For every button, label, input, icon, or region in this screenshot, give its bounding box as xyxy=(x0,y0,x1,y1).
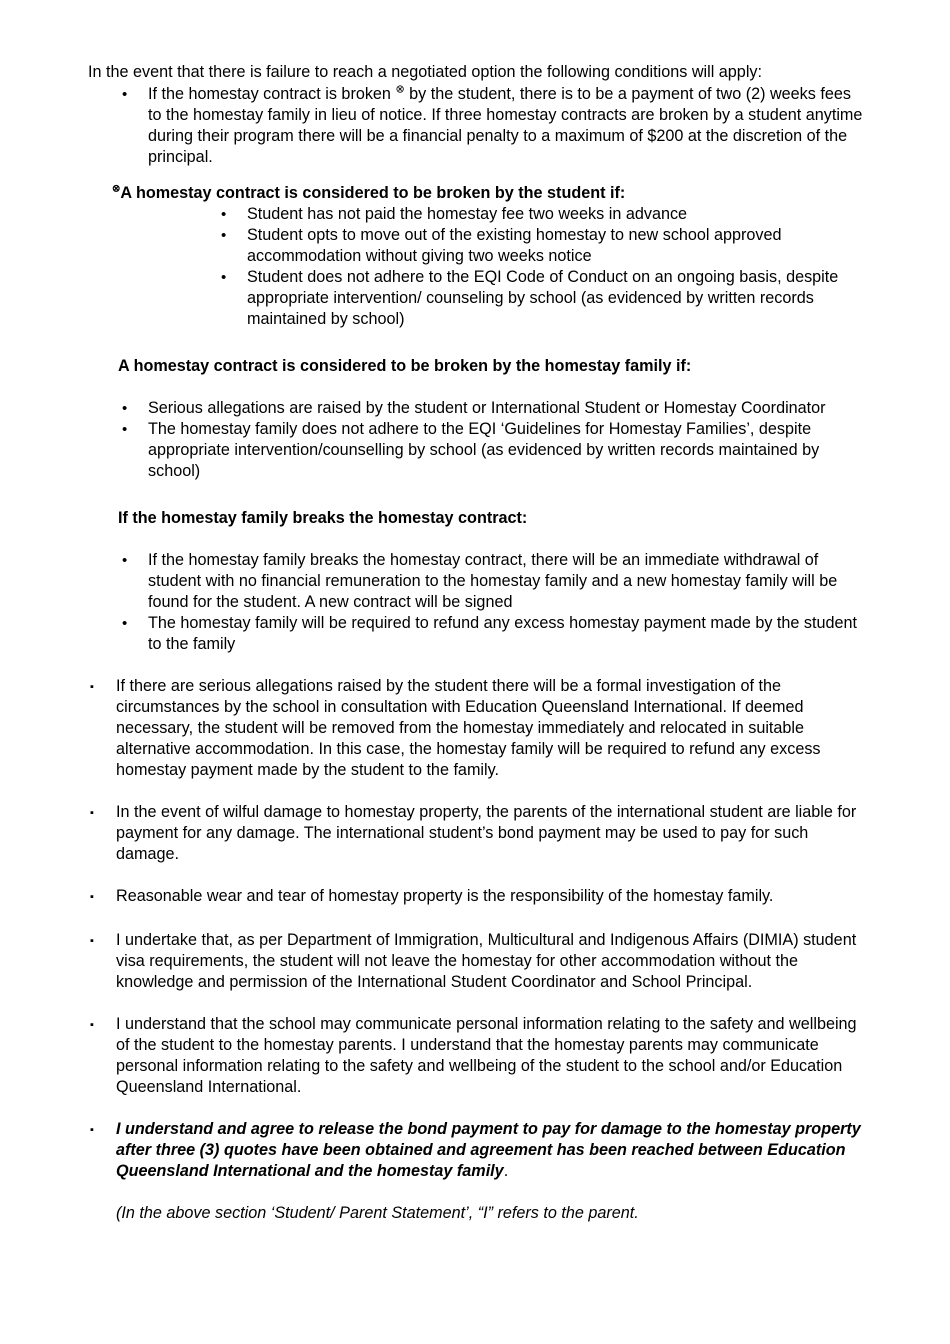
statement-item-bond-release xyxy=(88,1119,868,1182)
statement-item xyxy=(88,676,868,781)
bond-statement-bold: I understand and agree to release the bond payment to pay for damage to the homestay property after three (3) quotes have been obtained and agreement has been reached between Education Queensland International and the homestay family xyxy=(116,1120,861,1180)
statement-item xyxy=(88,886,868,909)
list-item xyxy=(88,613,868,655)
statement-text: In the event of wilful damage to homestay property, the parents of the international student are liable for payment for any damage. The international student’s bond payment may be used to pay for such damage. xyxy=(116,803,857,863)
list-item-text: The homestay family does not adhere to the EQI ‘Guidelines for Homestay Families’, despite appropriate intervention/counselling by school (as evidenced by written records maintained by school) xyxy=(148,420,820,480)
heading-broken-by-family: A homestay contract is considered to be broken by the homestay family if: xyxy=(118,357,692,375)
heading-text: A homestay contract is considered to be broken by the student if: xyxy=(120,184,626,202)
intro-paragraph: In the event that there is failure to reach a negotiated option the following conditions will apply: xyxy=(88,63,763,81)
list-item-text: Serious allegations are raised by the student or International Student or Homestay Coordinator xyxy=(148,399,826,417)
spacer xyxy=(88,168,868,183)
list-item-text: Student opts to move out of the existing homestay to new school approved accommodation without giving two weeks notice xyxy=(247,226,782,265)
list-item xyxy=(88,225,868,267)
heading-family-breaks-contract: If the homestay family breaks the homestay contract: xyxy=(118,509,528,527)
list-item xyxy=(88,550,868,613)
statement-text: If there are serious allegations raised by the student there will be a formal investigation of the circumstances by the school in consultation with Education Queensland International. If deemed necessary, the student will be removed from the homestay immediately and relocated in suitable alternative accommodation. In this case, the homestay family will be required to refund any excess homestay payment made by the student to the family. xyxy=(116,677,821,779)
list-item xyxy=(88,398,868,419)
statement-item xyxy=(88,1014,868,1098)
document-body xyxy=(88,62,868,1224)
round-bullet-icon: • xyxy=(122,552,128,569)
square-bullet-icon: ▪ xyxy=(90,1124,94,1136)
spacer xyxy=(88,529,868,550)
spacer xyxy=(88,865,868,886)
heading-broken-by-student xyxy=(88,183,868,204)
statement-text: I understand that the school may communicate personal information relating to the safety and wellbeing of the student to the homestay parents. I understand that the homestay parents may communicate personal information relating to the safety and wellbeing of the student to the school and/or Education Queensland International. xyxy=(116,1015,857,1096)
closing-note: (In the above section ‘Student/ Parent Statement’, “I” refers to the parent. xyxy=(116,1204,639,1222)
circled-x-marker-icon: ⊗ xyxy=(395,83,405,96)
list-item-text xyxy=(148,84,868,168)
statement-item xyxy=(88,802,868,865)
list-item xyxy=(88,267,868,330)
first-bullet-part2: by the student, there is to be a payment of two (2) weeks fees to the homestay family in lieu of notice. If three homestay contracts are broken by a student anytime during their program there will be a financial penalty to a maximum of $200 at the discretion of the principal. xyxy=(148,85,863,166)
round-bullet-icon: • xyxy=(122,86,128,103)
round-bullet-icon: • xyxy=(122,400,128,417)
list-item xyxy=(88,204,868,225)
round-bullet-icon: • xyxy=(221,206,227,223)
bond-statement-tail: . xyxy=(503,1162,509,1180)
square-bullet-icon: ▪ xyxy=(90,1019,94,1031)
spacer xyxy=(88,909,868,930)
spacer xyxy=(88,377,868,398)
spacer xyxy=(88,781,868,802)
first-bullet-part1: If the homestay contract is broken xyxy=(148,85,396,103)
round-bullet-icon: • xyxy=(221,269,227,286)
square-bullet-icon: ▪ xyxy=(90,807,94,819)
round-bullet-icon: • xyxy=(122,615,128,632)
spacer xyxy=(88,1098,868,1119)
statement-text xyxy=(116,1119,868,1182)
round-bullet-icon: • xyxy=(221,227,227,244)
list-item-text: If the homestay family breaks the homestay contract, there will be an immediate withdrawal of student with no financial remuneration to the homestay family and a new homestay family will be found for the student. A new contract will be signed xyxy=(148,551,838,611)
statement-text: I undertake that, as per Department of Immigration, Multicultural and Indigenous Affairs (DIMIA) student visa requirements, the student will not leave the homestay for other accommodation without the knowledge and permission of the International Student Coordinator and School Principal. xyxy=(116,931,857,991)
round-bullet-icon: • xyxy=(122,421,128,438)
list-item-text: Student has not paid the homestay fee two weeks in advance xyxy=(247,205,688,223)
square-bullet-icon: ▪ xyxy=(90,681,94,693)
statement-text: Reasonable wear and tear of homestay property is the responsibility of the homestay family. xyxy=(116,887,774,905)
list-item-text: Student does not adhere to the EQI Code of Conduct on an ongoing basis, despite appropriate intervention/ counseling by school (as evidenced by written records maintained by school) xyxy=(247,268,839,328)
spacer xyxy=(88,1182,868,1203)
list-item-contract-broken xyxy=(88,84,868,168)
list-item-text: The homestay family will be required to refund any excess homestay payment made by the student to the family xyxy=(148,614,858,653)
circled-x-marker-icon: ⊗ xyxy=(112,183,121,195)
square-bullet-icon: ▪ xyxy=(90,935,94,947)
spacer xyxy=(88,482,868,508)
spacer xyxy=(88,993,868,1014)
list-item xyxy=(88,419,868,482)
spacer xyxy=(88,330,868,356)
spacer xyxy=(88,655,868,676)
square-bullet-icon: ▪ xyxy=(90,891,94,903)
statement-item xyxy=(88,930,868,993)
